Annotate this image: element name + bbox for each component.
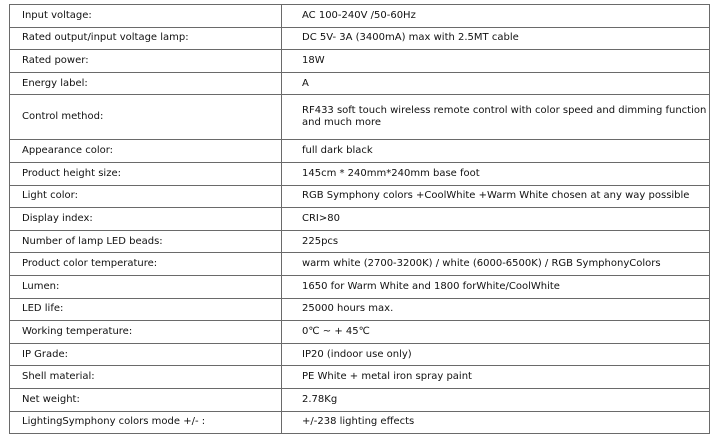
spec-label: Light color: bbox=[10, 185, 282, 208]
table-row bbox=[10, 185, 710, 208]
table-row bbox=[10, 275, 710, 298]
spec-label: Appearance color: bbox=[10, 140, 282, 163]
spec-value: 225pcs bbox=[282, 230, 710, 253]
table-row bbox=[10, 343, 710, 366]
table-row bbox=[10, 72, 710, 95]
spec-value: RGB Symphony colors +CoolWhite +Warm White chosen at any way possible bbox=[282, 185, 710, 208]
spec-value: 18W bbox=[282, 50, 710, 73]
spec-value: 2.78Kg bbox=[282, 388, 710, 411]
spec-value: A bbox=[282, 72, 710, 95]
spec-value: RF433 soft touch wireless remote control with color speed and dimming function and much more bbox=[282, 95, 710, 140]
table-row bbox=[10, 27, 710, 50]
spec-label: Shell material: bbox=[10, 366, 282, 389]
table-row bbox=[10, 230, 710, 253]
table-row bbox=[10, 321, 710, 344]
table-row bbox=[10, 50, 710, 73]
table-row bbox=[10, 388, 710, 411]
spec-value: CRI>80 bbox=[282, 208, 710, 231]
spec-label: Working temperature: bbox=[10, 321, 282, 344]
spec-value: +/-238 lighting effects bbox=[282, 411, 710, 434]
spec-value: DC 5V- 3A (3400mA) max with 2.5MT cable bbox=[282, 27, 710, 50]
spec-label: Lumen: bbox=[10, 275, 282, 298]
spec-label: Product color temperature: bbox=[10, 253, 282, 276]
spec-value: warm white (2700-3200K) / white (6000-6500K) / RGB SymphonyColors bbox=[282, 253, 710, 276]
table-row bbox=[10, 411, 710, 434]
spec-label: Input voltage: bbox=[10, 5, 282, 28]
spec-label: LightingSymphony colors mode +/- : bbox=[10, 411, 282, 434]
spec-label: Energy label: bbox=[10, 72, 282, 95]
table-row bbox=[10, 95, 710, 140]
spec-value: 25000 hours max. bbox=[282, 298, 710, 321]
spec-value: 0℃ ~ + 45℃ bbox=[282, 321, 710, 344]
spec-value: 1650 for Warm White and 1800 forWhite/CoolWhite bbox=[282, 275, 710, 298]
spec-value: PE White + metal iron spray paint bbox=[282, 366, 710, 389]
table-row bbox=[10, 5, 710, 28]
spec-value: full dark black bbox=[282, 140, 710, 163]
spec-label: Rated output/input voltage lamp: bbox=[10, 27, 282, 50]
spec-label: IP Grade: bbox=[10, 343, 282, 366]
spec-label: LED life: bbox=[10, 298, 282, 321]
table-row bbox=[10, 162, 710, 185]
table-row bbox=[10, 208, 710, 231]
spec-table bbox=[9, 4, 710, 434]
table-row bbox=[10, 298, 710, 321]
spec-label: Number of lamp LED beads: bbox=[10, 230, 282, 253]
spec-label: Display index: bbox=[10, 208, 282, 231]
spec-label: Rated power: bbox=[10, 50, 282, 73]
spec-value: AC 100-240V /50-60Hz bbox=[282, 5, 710, 28]
table-row bbox=[10, 366, 710, 389]
table-row bbox=[10, 253, 710, 276]
spec-label: Product height size: bbox=[10, 162, 282, 185]
spec-value: 145cm * 240mm*240mm base foot bbox=[282, 162, 710, 185]
spec-label: Control method: bbox=[10, 95, 282, 140]
spec-label: Net weight: bbox=[10, 388, 282, 411]
table-row bbox=[10, 140, 710, 163]
spec-value: IP20 (indoor use only) bbox=[282, 343, 710, 366]
